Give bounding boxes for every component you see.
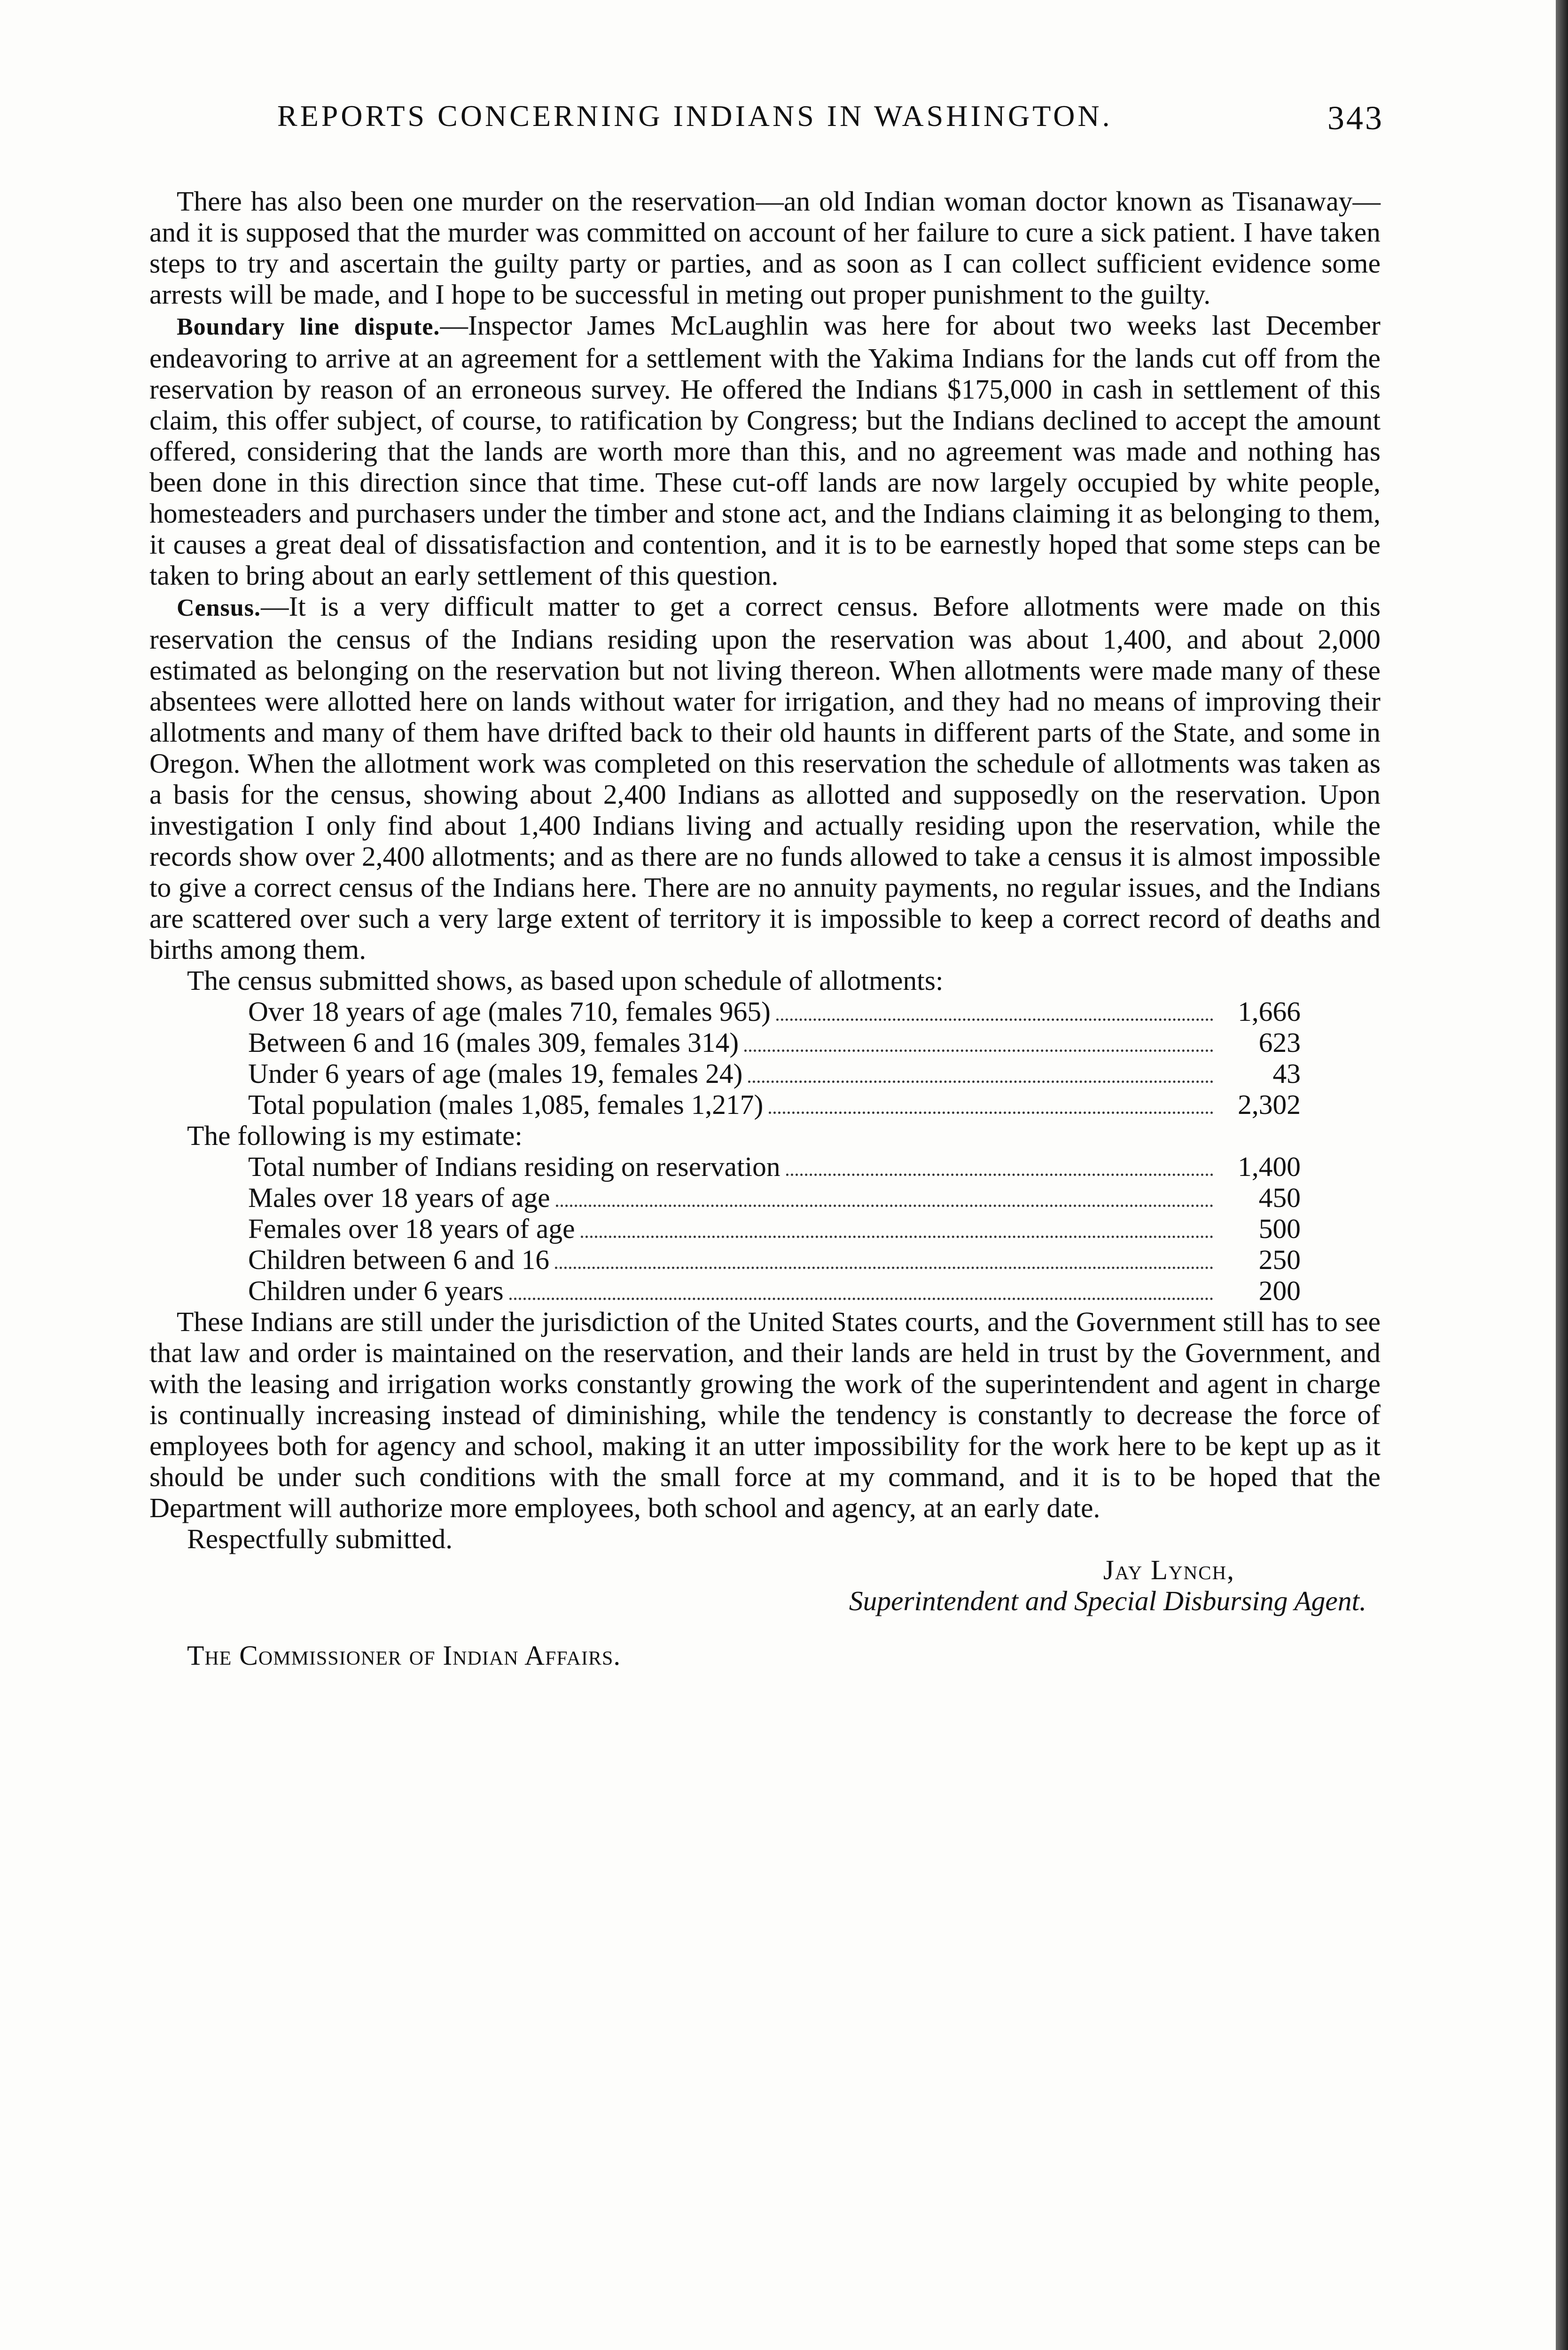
row-value: 2,302 [1238, 1089, 1301, 1120]
table-row [248, 1089, 1301, 1120]
row-value: 43 [1272, 1058, 1301, 1089]
row-value: 1,400 [1238, 1151, 1301, 1182]
running-head: REPORTS CONCERNING INDIANS IN WASHINGTON. [277, 99, 1113, 133]
leader-dots [776, 1018, 1213, 1021]
row-value: 500 [1258, 1213, 1301, 1244]
estimate-table [248, 1151, 1301, 1306]
page-number: 343 [1327, 99, 1384, 137]
leader-dots [556, 1205, 1213, 1207]
row-value: 1,666 [1238, 996, 1301, 1027]
leader-dots [786, 1174, 1213, 1176]
leader-dots [509, 1298, 1213, 1300]
paragraph-boundary [149, 310, 1381, 591]
row-label: Between 6 and 16 (males 309, females 314) [248, 1027, 739, 1058]
row-label: Males over 18 years of age [248, 1182, 550, 1213]
row-value: 623 [1258, 1027, 1301, 1058]
signature-title: Superintendent and Special Disbursing Agent. [849, 1585, 1366, 1616]
page-header [155, 99, 1384, 141]
table-row [248, 1244, 1301, 1275]
row-label: Children under 6 years [248, 1275, 504, 1306]
row-label: Children between 6 and 16 [248, 1244, 550, 1275]
signature-name: Jay Lynch, [1103, 1554, 1235, 1585]
row-value: 450 [1258, 1182, 1301, 1213]
table-row [248, 1275, 1301, 1306]
leader-dots [555, 1267, 1213, 1269]
paragraph-murder: There has also been one murder on the reservation—an old Indian woman doctor known as Tisanaway—and it is supposed that the murder was committed on account of her failure to cure a sick patient. I have taken steps to try and ascertain the guilty party or parties, and as soon as I can collect sufficient evidence some arrests will be made, and I hope to be successful in meting out proper punishment to the guilty. [149, 186, 1381, 310]
row-label: Under 6 years of age (males 19, females 24) [248, 1058, 743, 1089]
page-body [149, 186, 1381, 1671]
page-edge-shadow [1556, 0, 1568, 2350]
census-heading: Census. [177, 595, 261, 621]
census-table-intro: The census submitted shows, as based upon schedule of allotments: [187, 965, 944, 996]
census-table [248, 996, 1301, 1120]
row-label: Total population (males 1,085, females 1,217) [248, 1089, 764, 1120]
table-row [248, 1182, 1301, 1213]
leader-dots [581, 1236, 1213, 1238]
closing-respectfully: Respectfully submitted. [187, 1523, 453, 1554]
row-value: 250 [1258, 1244, 1301, 1275]
row-label: Females over 18 years of age [248, 1213, 575, 1244]
row-label: Total number of Indians residing on reservation [248, 1151, 780, 1182]
boundary-heading: Boundary line dispute. [177, 313, 440, 340]
census-text: —It is a very difficult matter to get a correct census. Before allotments were made on this reservation the census of the Indians residing upon the reservation was about 1,400, and about 2,000 estimated as belonging on the reservation but not living thereon. When allotments were made many of these absentees were allotted here on lands without water for irrigation, and they had no means of improving their allotments and many of them have drifted back to their old haunts in different parts of the State, and some in Oregon. When the allotment work was completed on this reservation the schedule of allotments was taken as a basis for the census, showing about 2,400 Indians as allotted and supposedly on the reservation. Upon investigation I only find about 1,400 Indians living and actually residing upon the reservation, while the records show over 2,400 allotments; and as there are no funds allowed to take a census it is almost impossible to give a correct census of the Indians here. There are no annuity payments, no regular issues, and the Indians are scattered over such a very large extent of territory it is impossible to keep a correct record of deaths and births among them. [149, 591, 1381, 965]
boundary-text: —Inspector James McLaughlin was here for about two weeks last December endeavoring to arrive at an agreement for a settlement with the Yakima Indians for the lands cut off from the reservation by reason of an erroneous survey. He offered the Indians $175,000 in cash in settlement of this claim, this offer subject, of course, to ratification by Congress; but the Indians declined to accept the amount offered, considering that the lands are worth more than this, and no agreement was made and nothing has been done in this direction since that time. These cut-off lands are now largely occupied by white people, homesteaders and purchasers under the timber and stone act, and the Indians claiming it as belonging to them, it causes a great deal of dissatisfaction and contention, and it is to be earnestly hoped that some steps can be taken to bring about an early settlement of this question. [149, 310, 1381, 591]
table-row [248, 1213, 1301, 1244]
row-value: 200 [1258, 1275, 1301, 1306]
row-label: Over 18 years of age (males 710, females 965) [248, 996, 771, 1027]
table-row [248, 1058, 1301, 1089]
addressee: The Commissioner of Indian Affairs. [187, 1640, 621, 1671]
paragraph-census [149, 591, 1381, 965]
estimate-table-intro: The following is my estimate: [187, 1120, 523, 1151]
leader-dots [769, 1112, 1213, 1114]
paragraph-jurisdiction: These Indians are still under the jurisdiction of the United States courts, and the Government still has to see that law and order is maintained on the reservation, and their lands are held in trust by the Government, and with the leasing and irrigation works constantly growing the work of the superintendent and agent in charge is continually increasing instead of diminishing, while the tendency is constantly to decrease the force of employees both for agency and school, making it an utter impossibility for the work here to be kept up as it should be under such conditions with the small force at my command, and it is to be hoped that the Department will authorize more employees, both school and agency, at an early date. [149, 1306, 1381, 1523]
table-row [248, 996, 1301, 1027]
table-row [248, 1027, 1301, 1058]
leader-dots [744, 1050, 1213, 1052]
leader-dots [748, 1081, 1213, 1083]
table-row [248, 1151, 1301, 1182]
